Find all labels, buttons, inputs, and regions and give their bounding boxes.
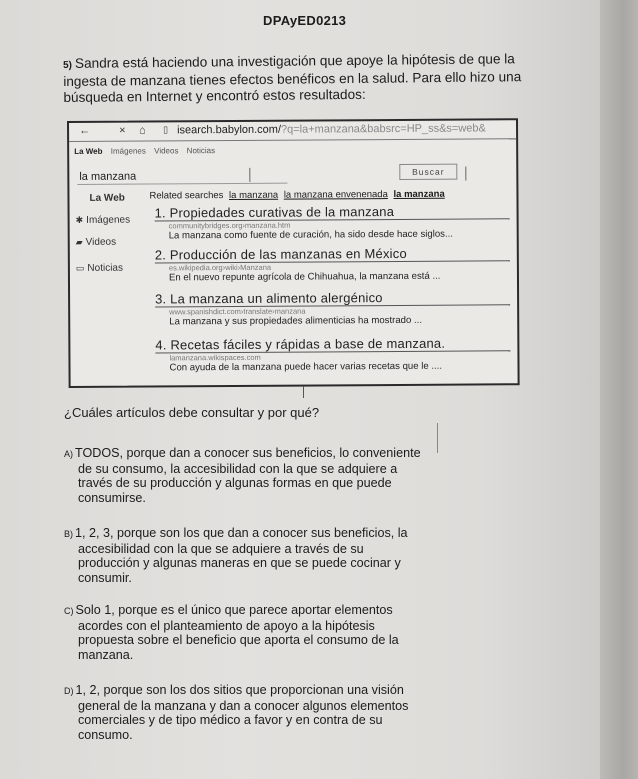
option-letter: C)	[64, 606, 74, 616]
option-line: través de su producción y algunas formas en que puede	[78, 476, 392, 491]
result-snippet: La manzana y sus propiedades alimenticias ha mostrado ...	[169, 314, 423, 328]
result-snippet: La manzana como fuente de curación, ha sido desde hace siglos...	[168, 228, 453, 242]
video-icon: ▰	[75, 236, 83, 247]
related-link: la manzana	[229, 189, 279, 202]
search-results-screenshot	[67, 118, 520, 388]
address-bar	[69, 120, 516, 142]
option-line: 1, 2, porque son los dos sitios que proporcionan una visión	[75, 683, 404, 697]
statement-line: búsqueda en Internet y encontró estos resultados:	[63, 86, 366, 105]
close-icon: ×	[119, 124, 126, 137]
tab-news: Noticias	[186, 146, 216, 156]
result-url: es.wikipedia.org›wiki›Manzana	[168, 262, 272, 273]
question-prompt: ¿Cuáles artículos debe consultar y por qué?	[64, 405, 320, 420]
result-snippet: Con ayuda de la manzana puede hacer varias recetas que le ....	[169, 360, 443, 374]
result-snippet: En el nuevo repunte agrícola de Chihuahua, la manzana está ...	[168, 270, 441, 284]
stray-mark	[303, 386, 304, 398]
news-icon: ▭	[75, 262, 85, 273]
option-line: Solo 1, porque es el único que parece aportar elementos	[75, 603, 393, 617]
result-url: www.spanishdict.com›translate›manzana	[169, 306, 306, 317]
search-field-divider	[249, 168, 250, 182]
option-letter: D)	[64, 686, 74, 696]
option-letter: A)	[64, 449, 73, 459]
option-line: producción y algunas maneras en que se puede cocinar y	[78, 556, 401, 571]
option-line: comerciales y de tipo médico a favor y en contra de su	[78, 713, 383, 728]
back-arrow-icon: ←	[79, 124, 91, 137]
option-d	[64, 683, 484, 742]
page-icon: ▯	[163, 124, 169, 135]
result-title: 3. La manzana un alimento alergénico	[155, 289, 510, 307]
related-link: la manzana	[393, 188, 445, 201]
option-line: acordes con el planteamiento de apoyo a la hipótesis	[78, 618, 375, 633]
question-number: 5)	[63, 59, 73, 71]
search-result	[155, 289, 510, 327]
related-label: Related searches	[149, 190, 224, 202]
search-query: la manzana	[79, 170, 137, 183]
side-nav-images: ✱ Imágenes	[75, 214, 131, 226]
side-nav-web: La Web	[89, 192, 125, 204]
search-button-divider	[465, 167, 466, 181]
tab-videos: Videos	[154, 146, 179, 156]
search-field-underline	[77, 183, 287, 185]
option-line: TODOS, porque dan a conocer sus beneficios, lo conveniente	[75, 446, 421, 460]
home-icon: ⌂	[139, 124, 146, 137]
url-text	[177, 122, 486, 136]
option-line: accesibilidad con la que se adquiere a través de su	[78, 541, 364, 556]
option-line: manzana.	[78, 647, 134, 662]
side-nav-videos: ▰ Videos	[75, 236, 117, 248]
result-url: lamanzana.wikispaces.com	[169, 352, 261, 363]
search-button: Buscar	[399, 164, 457, 180]
option-line: general de la manzana y dan a conocer algunos elementos	[78, 698, 409, 713]
option-line: consumirse.	[78, 490, 146, 505]
statement-line: Sandra está haciendo una investigación que apoye la hipótesis de que la	[74, 51, 515, 71]
option-a	[64, 446, 484, 505]
search-result	[155, 203, 510, 241]
tab-images: Imágenes	[110, 146, 146, 156]
question-5-statement	[63, 51, 541, 106]
search-tabs	[74, 146, 221, 156]
option-c	[64, 603, 484, 662]
option-letter: B)	[64, 529, 73, 539]
option-b	[64, 526, 484, 585]
related-link: la manzana envenenada	[283, 189, 388, 201]
option-line: consumir.	[78, 570, 132, 585]
option-line: consumo.	[78, 727, 133, 742]
result-url: communitybridges.org›manzana.htm	[168, 220, 291, 231]
url-host: isearch.babylon.com/	[177, 123, 282, 137]
book-spine-shadow	[600, 0, 638, 779]
result-title: 1. Propiedades curativas de la manzana	[155, 203, 510, 221]
statement-line: ingesta de manzana tienes efectos benéficos en la salud. Para ello hizo una	[63, 69, 522, 89]
result-title: 2. Producción de las manzanas en México	[155, 245, 510, 263]
result-title: 4. Recetas fáciles y rápidas a base de manzana.	[155, 335, 510, 353]
option-line: de su consumo, la accesibilidad con la que se adquiere a	[78, 461, 398, 476]
search-result	[155, 335, 510, 373]
option-line: 1, 2, 3, porque son los que dan a conocer sus beneficios, la	[75, 526, 408, 540]
side-nav-news: ▭ Noticias	[75, 262, 124, 274]
option-line: propuesta sobre el beneficio que aporta el consumo de la	[78, 633, 399, 648]
tab-web: La Web	[74, 146, 103, 156]
related-searches	[149, 189, 444, 202]
star-icon: ✱	[75, 214, 84, 225]
exam-code: DPAyED0213	[263, 13, 347, 28]
url-query: ?q=la+manzana&babsrc=HP_ss&s=web&	[280, 122, 486, 136]
search-result	[155, 245, 510, 283]
